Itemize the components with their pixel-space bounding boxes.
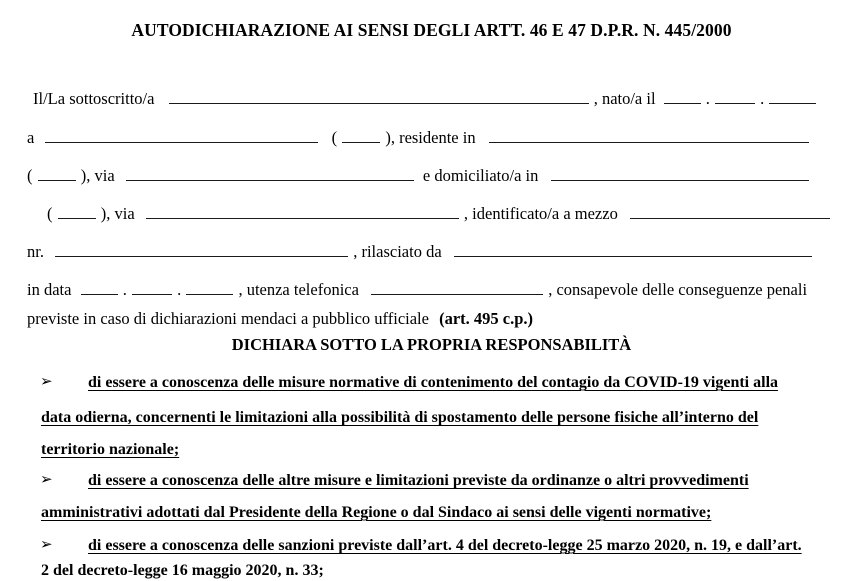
- input-residente-provincia[interactable]: [38, 165, 76, 181]
- input-nato-provincia[interactable]: [342, 127, 380, 143]
- input-nato-mese[interactable]: [715, 88, 755, 104]
- arrow-bullet-icon: ➢: [40, 535, 53, 553]
- bullet-1-text-2: data odierna, concernenti le limitazioni alla possibilità di spostamento delle persone fisiche all’interno del: [41, 409, 759, 426]
- bullet-1-line-1: [0, 374, 863, 392]
- date-separator-2: .: [760, 89, 765, 109]
- input-nato-luogo[interactable]: [45, 127, 318, 143]
- input-domiciliato-in[interactable]: [551, 165, 809, 181]
- date-separator-3: .: [122, 280, 127, 300]
- input-data-mese[interactable]: [132, 279, 172, 295]
- bullet-1-text-3: territorio nazionale;: [41, 441, 180, 458]
- input-utenza-telefonica[interactable]: [371, 279, 543, 295]
- page-title: AUTODICHIARAZIONE AI SENSI DEGLI ARTT. 46 E 47 D.P.R. N. 445/2000: [131, 20, 732, 40]
- input-data-anno[interactable]: [186, 279, 233, 295]
- input-rilasciato-da[interactable]: [454, 241, 812, 257]
- bullet-3-line-2: [0, 562, 863, 580]
- bullet-2-text-1: di essere a conoscenza delle altre misure e limitazioni previste da ordinanze o altri provvedimenti: [88, 472, 749, 489]
- date-separator-1: .: [705, 89, 710, 109]
- input-sottoscritto-nome[interactable]: [169, 88, 589, 104]
- date-separator-4: .: [177, 280, 182, 300]
- bullet-1-text-1: di essere a conoscenza delle misure normative di contenimento del contagio da COVID-19 vigenti alla: [88, 374, 779, 391]
- label-via-1: ), via: [80, 166, 115, 186]
- bullet-2-text-2: amministrativi adottati dal Presidente della Regione o dal Sindaco ai sensi delle vigenti normative;: [41, 504, 712, 521]
- input-nato-anno[interactable]: [769, 88, 816, 104]
- label-residente-in: ), residente in: [385, 128, 476, 148]
- label-nr: nr.: [27, 242, 44, 262]
- input-domiciliato-provincia[interactable]: [58, 203, 96, 219]
- label-consapevole: , consapevole delle conseguenze penali: [548, 280, 808, 300]
- arrow-bullet-icon: ➢: [40, 372, 53, 390]
- paren-open-3: (: [47, 204, 53, 224]
- bullet-3-text-2: 2 del decreto-legge 16 maggio 2020, n. 33;: [41, 562, 324, 579]
- bullet-1-line-3: [0, 441, 863, 459]
- label-via-2: ), via: [100, 204, 135, 224]
- label-e-domiciliato: e domiciliato/a in: [422, 166, 539, 186]
- paren-open-2: (: [27, 166, 33, 186]
- form-row-data-utenza: [0, 279, 863, 299]
- input-data-giorno[interactable]: [81, 279, 118, 295]
- label-natoa-il: , nato/a il: [593, 89, 656, 109]
- label-in-data: in data: [27, 280, 72, 300]
- input-documento-tipo[interactable]: [630, 203, 830, 219]
- input-documento-nr[interactable]: [55, 241, 348, 257]
- label-identificato: , identificato/a a mezzo: [463, 204, 618, 224]
- declare-heading: DICHIARA SOTTO LA PROPRIA RESPONSABILITÀ: [231, 335, 632, 354]
- bullet-3-text-1: di essere a conoscenza delle sanzioni previste dall’art. 4 del decreto-legge 25 marzo 2020, n. 19, e dall’art.: [88, 537, 802, 554]
- bullet-3-line-1: [0, 537, 863, 555]
- arrow-bullet-icon: ➢: [40, 470, 53, 488]
- input-residente-via[interactable]: [126, 165, 414, 181]
- form-row-residenza-via: [0, 165, 863, 185]
- label-art-495: (art. 495 c.p.): [439, 309, 534, 328]
- label-a: a: [27, 128, 35, 148]
- form-row-nato-luogo: [0, 127, 863, 147]
- form-row-documento: [0, 241, 863, 261]
- bullet-2-line-2: [0, 504, 863, 522]
- bullet-1-line-2: [0, 409, 863, 427]
- label-utenza-telefonica: , utenza telefonica: [238, 280, 359, 300]
- bullet-2-line-1: [0, 472, 863, 490]
- label-sottoscritto: Il/La sottoscritto/a: [33, 89, 155, 109]
- input-nato-giorno[interactable]: [664, 88, 701, 104]
- label-rilasciato-da: , rilasciato da: [353, 242, 442, 262]
- input-domiciliato-via[interactable]: [146, 203, 459, 219]
- input-residente-in[interactable]: [489, 127, 809, 143]
- label-previste: previste in caso di dichiarazioni mendaci a pubblico ufficiale: [27, 309, 429, 328]
- form-row-sottoscritto: [0, 88, 863, 108]
- form-row-domicilio-via: [0, 203, 863, 223]
- form-row-previste: [0, 311, 863, 328]
- paren-open-1: (: [331, 128, 338, 148]
